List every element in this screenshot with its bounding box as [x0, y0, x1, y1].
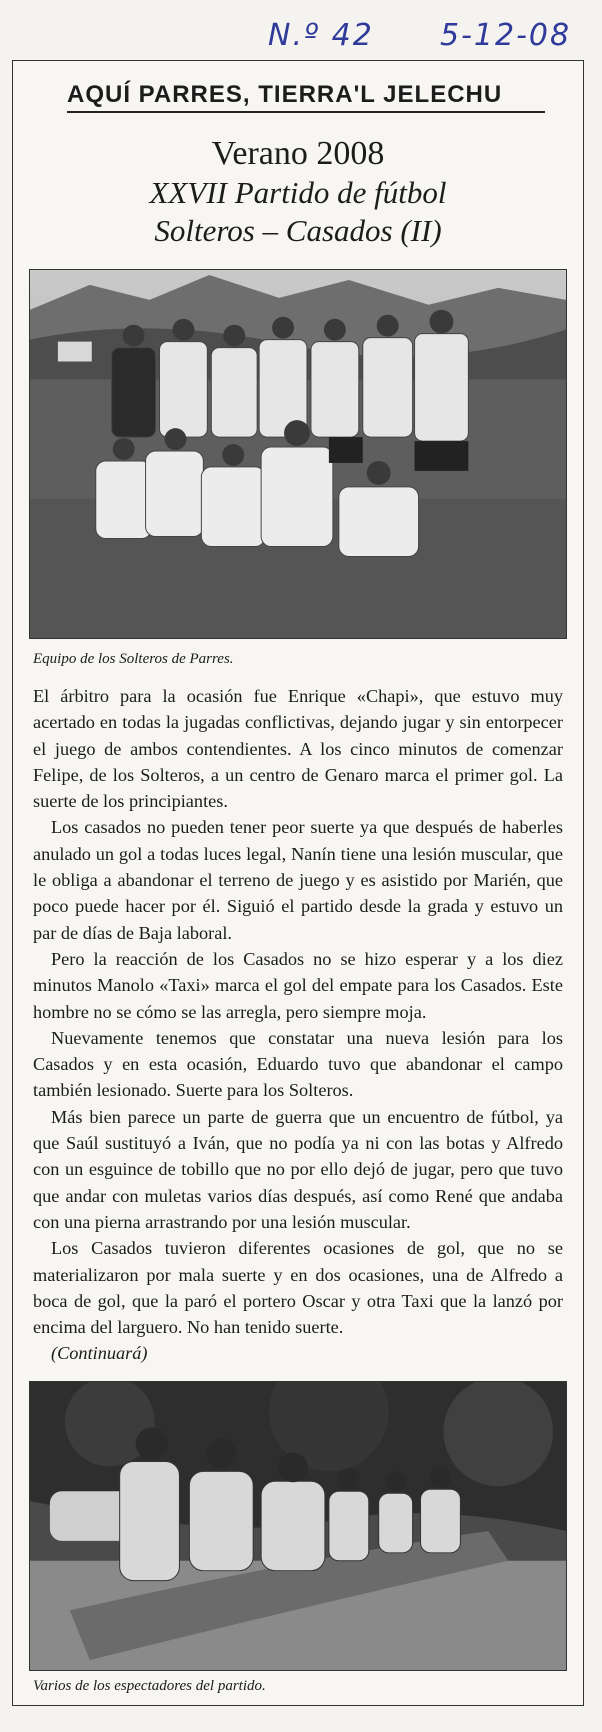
paragraph: Más bien parece un parte de guerra que un encuentro de fútbol, ya que Saúl sustituyó a Iván, que no podía ya ni con las botas y Alfredo con un esguince de tobillo que no por ello dejó de jugar, pero que tuvo que andar con muletas varios días después, así como René que andaba con una pierna arrastrando por una lesión muscular.	[33, 1106, 563, 1232]
newspaper-clipping	[12, 60, 584, 1706]
spectators-photo	[29, 1381, 567, 1671]
article-subtitle-line2: Solteros – Casados (II)	[154, 213, 442, 248]
continues-note: (Continuará)	[51, 1343, 148, 1364]
spectators-photo-image	[30, 1382, 566, 1670]
paragraph: Pero la reacción de los Casados no se hizo esperar y a los diez minutos Manolo «Taxi» marca el gol del empate para los Casados. Este hombre no se cómo se las arregla, pero siempre moja.	[33, 948, 563, 1022]
team-photo-caption: Equipo de los Solteros de Parres.	[33, 651, 234, 667]
handwritten-number: N.º 42	[268, 18, 374, 53]
article-body	[33, 683, 563, 1367]
article-subtitle-line1: XXVII Partido de fútbol	[149, 175, 447, 210]
paragraph: Los Casados tuvieron diferentes ocasiones de gol, que no se materializaron por mala suerte y en dos ocasiones, una de Alfredo a boca de gol, que la paró el portero Oscar y otra Taxi que la lanzó por encima del larguero. No han tenido suerte.	[33, 1238, 563, 1338]
article-title: Verano 2008	[211, 135, 385, 172]
team-photo-image	[30, 270, 566, 638]
team-photo	[29, 269, 567, 639]
section-header: AQUÍ PARRES, TIERRA'L JELECHU	[67, 81, 545, 113]
spectators-photo-caption: Varios de los espectadores del partido.	[33, 1678, 266, 1694]
paragraph: El árbitro para la ocasión fue Enrique «Chapi», que estuvo muy acertado en todas la jugadas conflictivas, dejando jugar y sin entorpecer el juego de ambos contendientes. A los cinco minutos de comenzar Felipe, de los Solteros, a un centro de Genaro marca el primer gol. La suerte de los principiantes.	[33, 686, 563, 812]
handwritten-date: 5-12-08	[440, 18, 572, 53]
paragraph: Nuevamente tenemos que constatar una nueva lesión para los Casados y en esta ocasión, Eduardo tuvo que abandonar el campo también lesionado. Suerte para los Solteros.	[33, 1027, 563, 1101]
paragraph: Los casados no pueden tener peor suerte ya que después de haberles anulado un gol a todas luces legal, Nanín tiene una lesión muscular, que le obliga a abandonar el terreno de juego y es asistido por Marién, que poco puede hacer por él. Siguió el partido desde la grada y estuvo un par de días de Baja laboral.	[33, 817, 563, 943]
